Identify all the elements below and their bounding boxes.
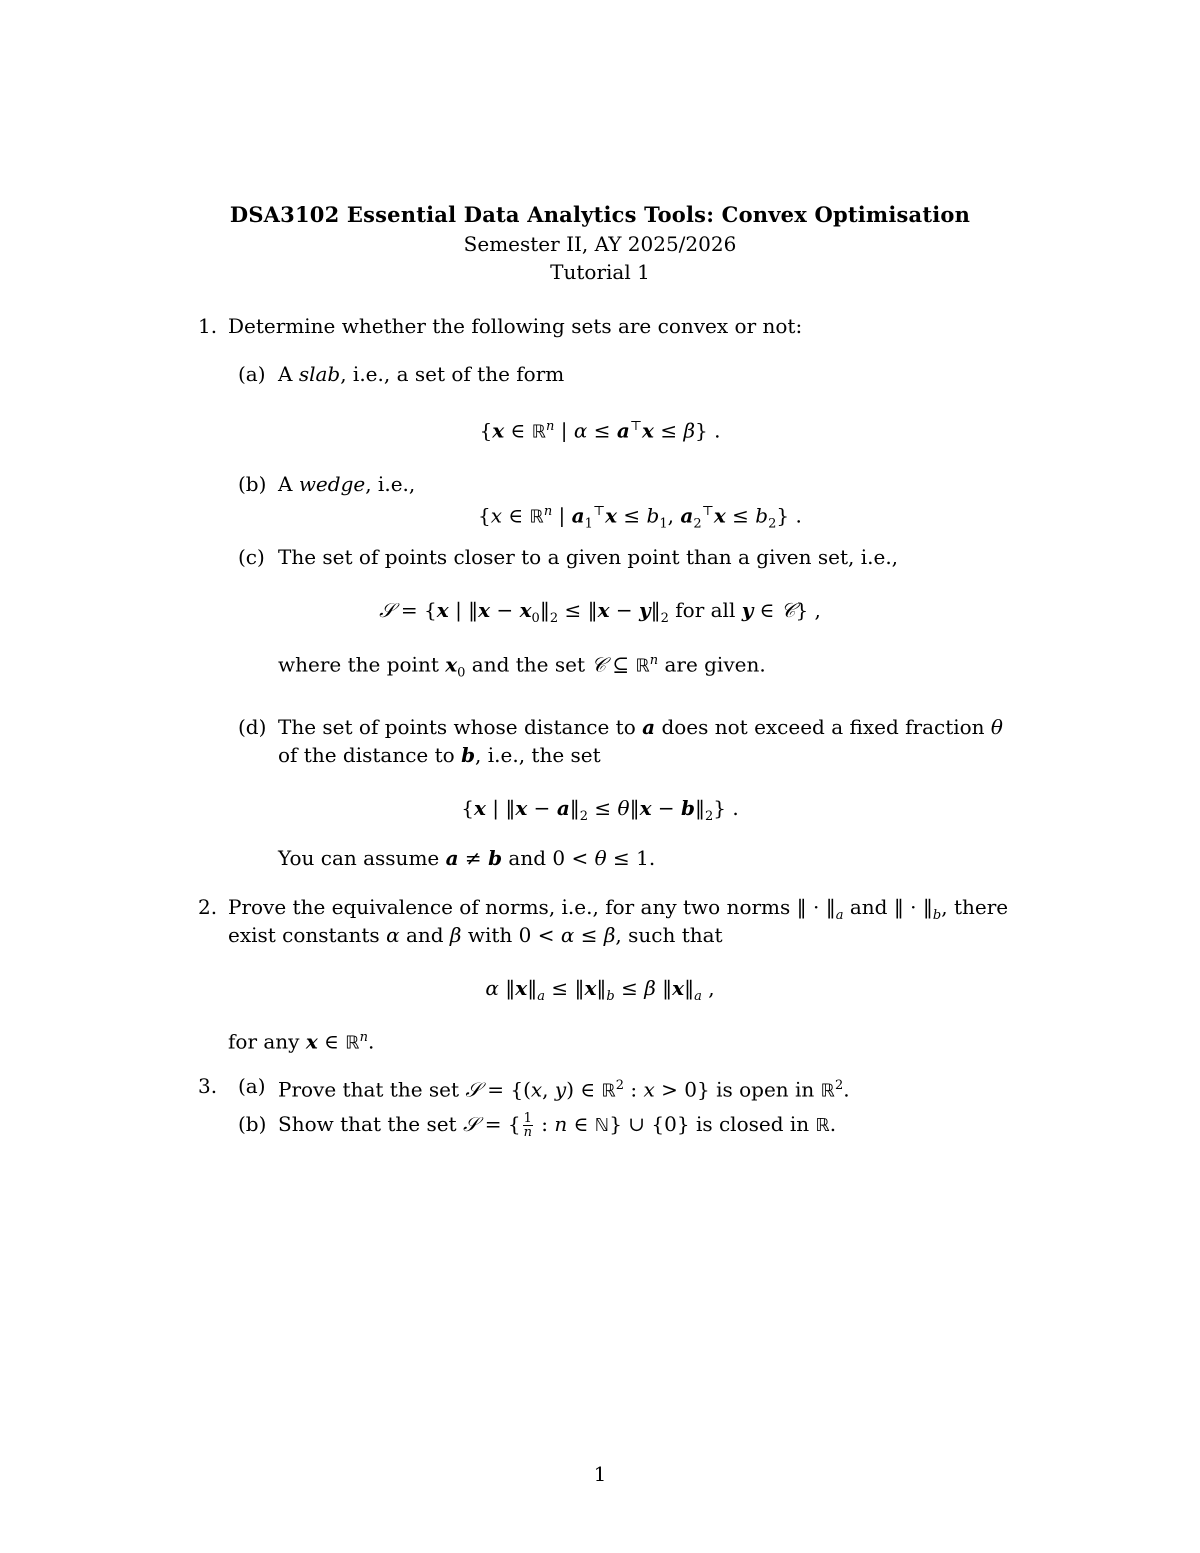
q1a-text: A slab, i.e., a set of the form — [278, 362, 565, 386]
q3a-label: (a) — [238, 1074, 266, 1098]
term-slab: slab — [298, 362, 341, 386]
q1d-text-line-2: of the distance to b, i.e., the set — [278, 743, 601, 767]
equation-fraction-set: {x | ‖x − $a‖_2$ ≤ θ‖x − $b‖_2$} . — [461, 796, 739, 824]
question-1-text: Determine whether the following sets are convex or not: — [228, 314, 803, 338]
q1d-label: (d) — [238, 715, 267, 739]
q1a-label: (a) — [238, 362, 266, 386]
q1c-label: (c) — [238, 545, 265, 569]
q3b-label: (b) — [238, 1112, 267, 1136]
tutorial-number: Tutorial 1 — [550, 260, 650, 284]
q3a-text: Prove that the set 𝒮 = {(x, y) ∈ ℝ$^2$ : x > 0} is open in ℝ$^2$. — [278, 1077, 850, 1102]
equation-slab: {x ∈ ℝ$^n$ | α ≤ a⊤x ≤ β} . — [479, 418, 721, 443]
question-2-number: 2. — [198, 895, 218, 919]
q1d-assumption: You can assume a ≠ b and 0 < θ ≤ 1. — [278, 846, 656, 870]
term-wedge: wedge — [298, 472, 366, 496]
question-3-number: 3. — [198, 1074, 218, 1098]
question-2-for-any: for any x ∈ ℝ$^n$. — [228, 1029, 375, 1054]
q3b-text: Show that the set 𝒮 = { $\frac{1}{n}$ : n ∈ ℕ} ∪ {0} is closed in ℝ. — [278, 1111, 837, 1140]
q1b-text: A wedge, i.e., — [278, 472, 416, 496]
q1b-label: (b) — [238, 472, 267, 496]
equation-wedge: {x ∈ ℝ$^n$ | $a_1^⊤x \le b_1$, $a_2^⊤x \le b_2$} . — [478, 503, 802, 532]
question-2-text-line-2: exist constants α and β with 0 < α ≤ β, such that — [228, 923, 723, 947]
document-title: DSA3102 Essential Data Analytics Tools: Convex Optimisation — [229, 202, 971, 227]
q1d-text-line-1: The set of points whose distance to a does not exceed a fixed fraction θ — [278, 715, 1003, 739]
question-2-text-line-1: Prove the equivalence of norms, i.e., for any two norms ‖ · $‖_a$ and ‖ · $‖_b$, there — [228, 895, 1009, 923]
equation-closer-set: 𝒮 = {x | ‖x − $x_0‖_2$ ≤ ‖x − $y‖_2$ for all y ∈ 𝒞} , — [379, 598, 821, 626]
equation-norm-equivalence: α $‖x‖_a$ ≤ $‖x‖_b \le \beta$ $‖x‖_a$ , — [485, 976, 715, 1004]
q1c-where-text: where the point $x_0$ and the set 𝒞 ⊆ ℝ$^n$ are given. — [278, 652, 766, 681]
question-1-number: 1. — [198, 314, 218, 338]
page-number: 1 — [593, 1462, 607, 1486]
q1c-text: The set of points closer to a given point than a given set, i.e., — [278, 545, 899, 569]
semester-line: Semester II, AY 2025/2026 — [463, 232, 737, 256]
